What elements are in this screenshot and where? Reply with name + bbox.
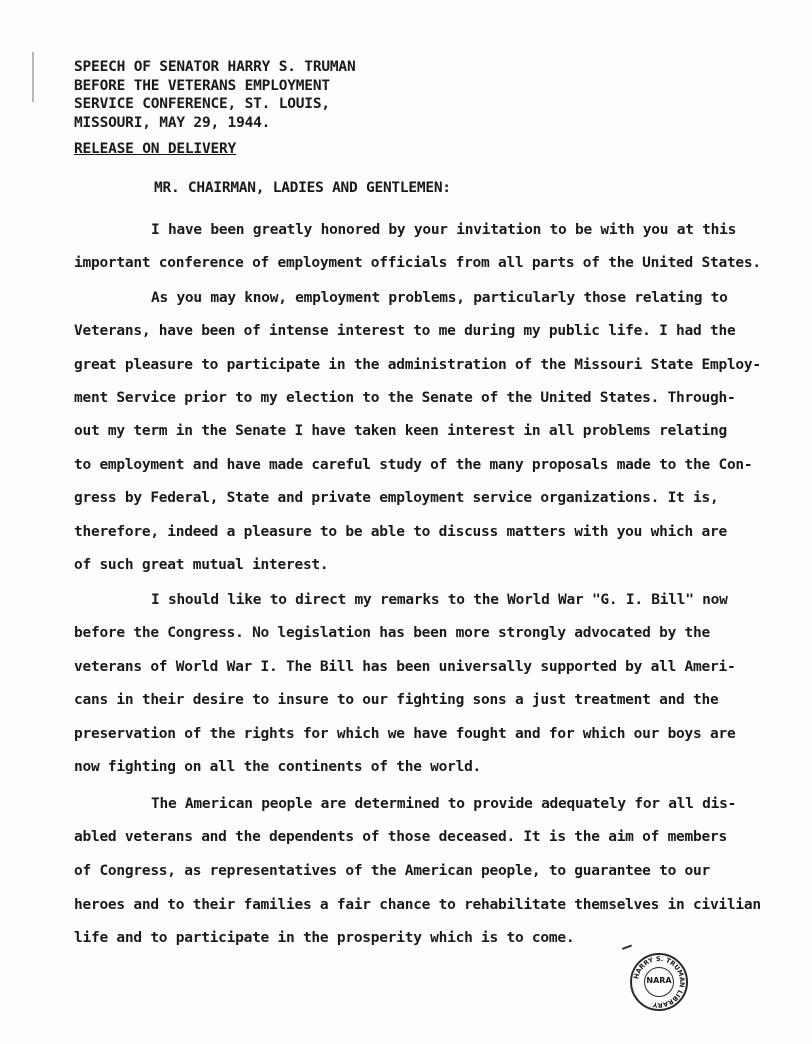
paragraph-line: cans in their desire to insure to our fighting sons a just treatment and the: [74, 692, 719, 708]
header-line: MISSOURI, MAY 29, 1944.: [74, 114, 271, 131]
paragraph-line: therefore, indeed a pleasure to be able to discuss matters with you which are: [74, 524, 727, 540]
paragraph-line: of such great mutual interest.: [74, 557, 329, 573]
paragraph-line: important conference of employment officials from all parts of the United States.: [74, 255, 761, 271]
library-stamp: [630, 953, 688, 1011]
salutation: MR. CHAIRMAN, LADIES AND GENTLEMEN:: [154, 180, 451, 196]
paragraph-line: The American people are determined to provide adequately for all dis-: [151, 796, 737, 812]
stamp-center-text: NARA: [646, 976, 672, 985]
header-line: SERVICE CONFERENCE, ST. LOUIS,: [74, 96, 330, 112]
paragraph-line: veterans of World War I. The Bill has been universally supported by all Ameri-: [74, 659, 736, 675]
svg-text:HARRY S. TRUMAN LIBRARY: HARRY S. TRUMAN LIBRARY: [632, 955, 686, 1009]
stamp-mark: [622, 945, 634, 956]
paragraph-line: now fighting on all the continents of the world.: [74, 759, 482, 775]
paragraph-line: to employment and have made careful study of the many proposals made to the Con-: [74, 457, 753, 473]
release-note: RELEASE ON DELIVERY: [74, 141, 237, 157]
paragraph-line: abled veterans and the dependents of those deceased. It is the aim of members: [74, 829, 727, 845]
header-line: SPEECH OF SENATOR HARRY S. TRUMAN: [74, 59, 356, 75]
paragraph-line: As you may know, employment problems, particularly those relating to: [151, 290, 728, 306]
paragraph-line: heroes and to their families a fair chance to rehabilitate themselves in civilian: [74, 897, 761, 913]
paragraph-line: out my term in the Senate I have taken keen interest in all problems relating: [74, 423, 727, 439]
paragraph-line: I should like to direct my remarks to the World War "G. I. Bill" now: [151, 592, 728, 608]
paragraph-line: I have been greatly honored by your invitation to be with you at this: [151, 222, 737, 238]
paragraph-line: gress by Federal, State and private employment service organizations. It is,: [74, 490, 719, 506]
paragraph-line: ment Service prior to my election to the Senate of the United States. Through-: [74, 390, 736, 406]
paragraph-line: before the Congress. No legislation has been more strongly advocated by the: [74, 625, 710, 641]
paragraph-line: life and to participate in the prosperity which is to come.: [74, 930, 575, 946]
paragraph-line: Veterans, have been of intense interest to me during my public life. I had the: [74, 323, 736, 339]
header-line: BEFORE THE VETERANS EMPLOYMENT: [74, 77, 330, 94]
paragraph-line: great pleasure to participate in the administration of the Missouri State Employ-: [74, 357, 761, 373]
page-edge-mark: [32, 52, 38, 102]
speech-header: [74, 58, 355, 132]
paragraph-line: preservation of the rights for which we have fought and for which our boys are: [74, 726, 736, 742]
paragraph-line: of Congress, as representatives of the American people, to guarantee to our: [74, 863, 710, 879]
